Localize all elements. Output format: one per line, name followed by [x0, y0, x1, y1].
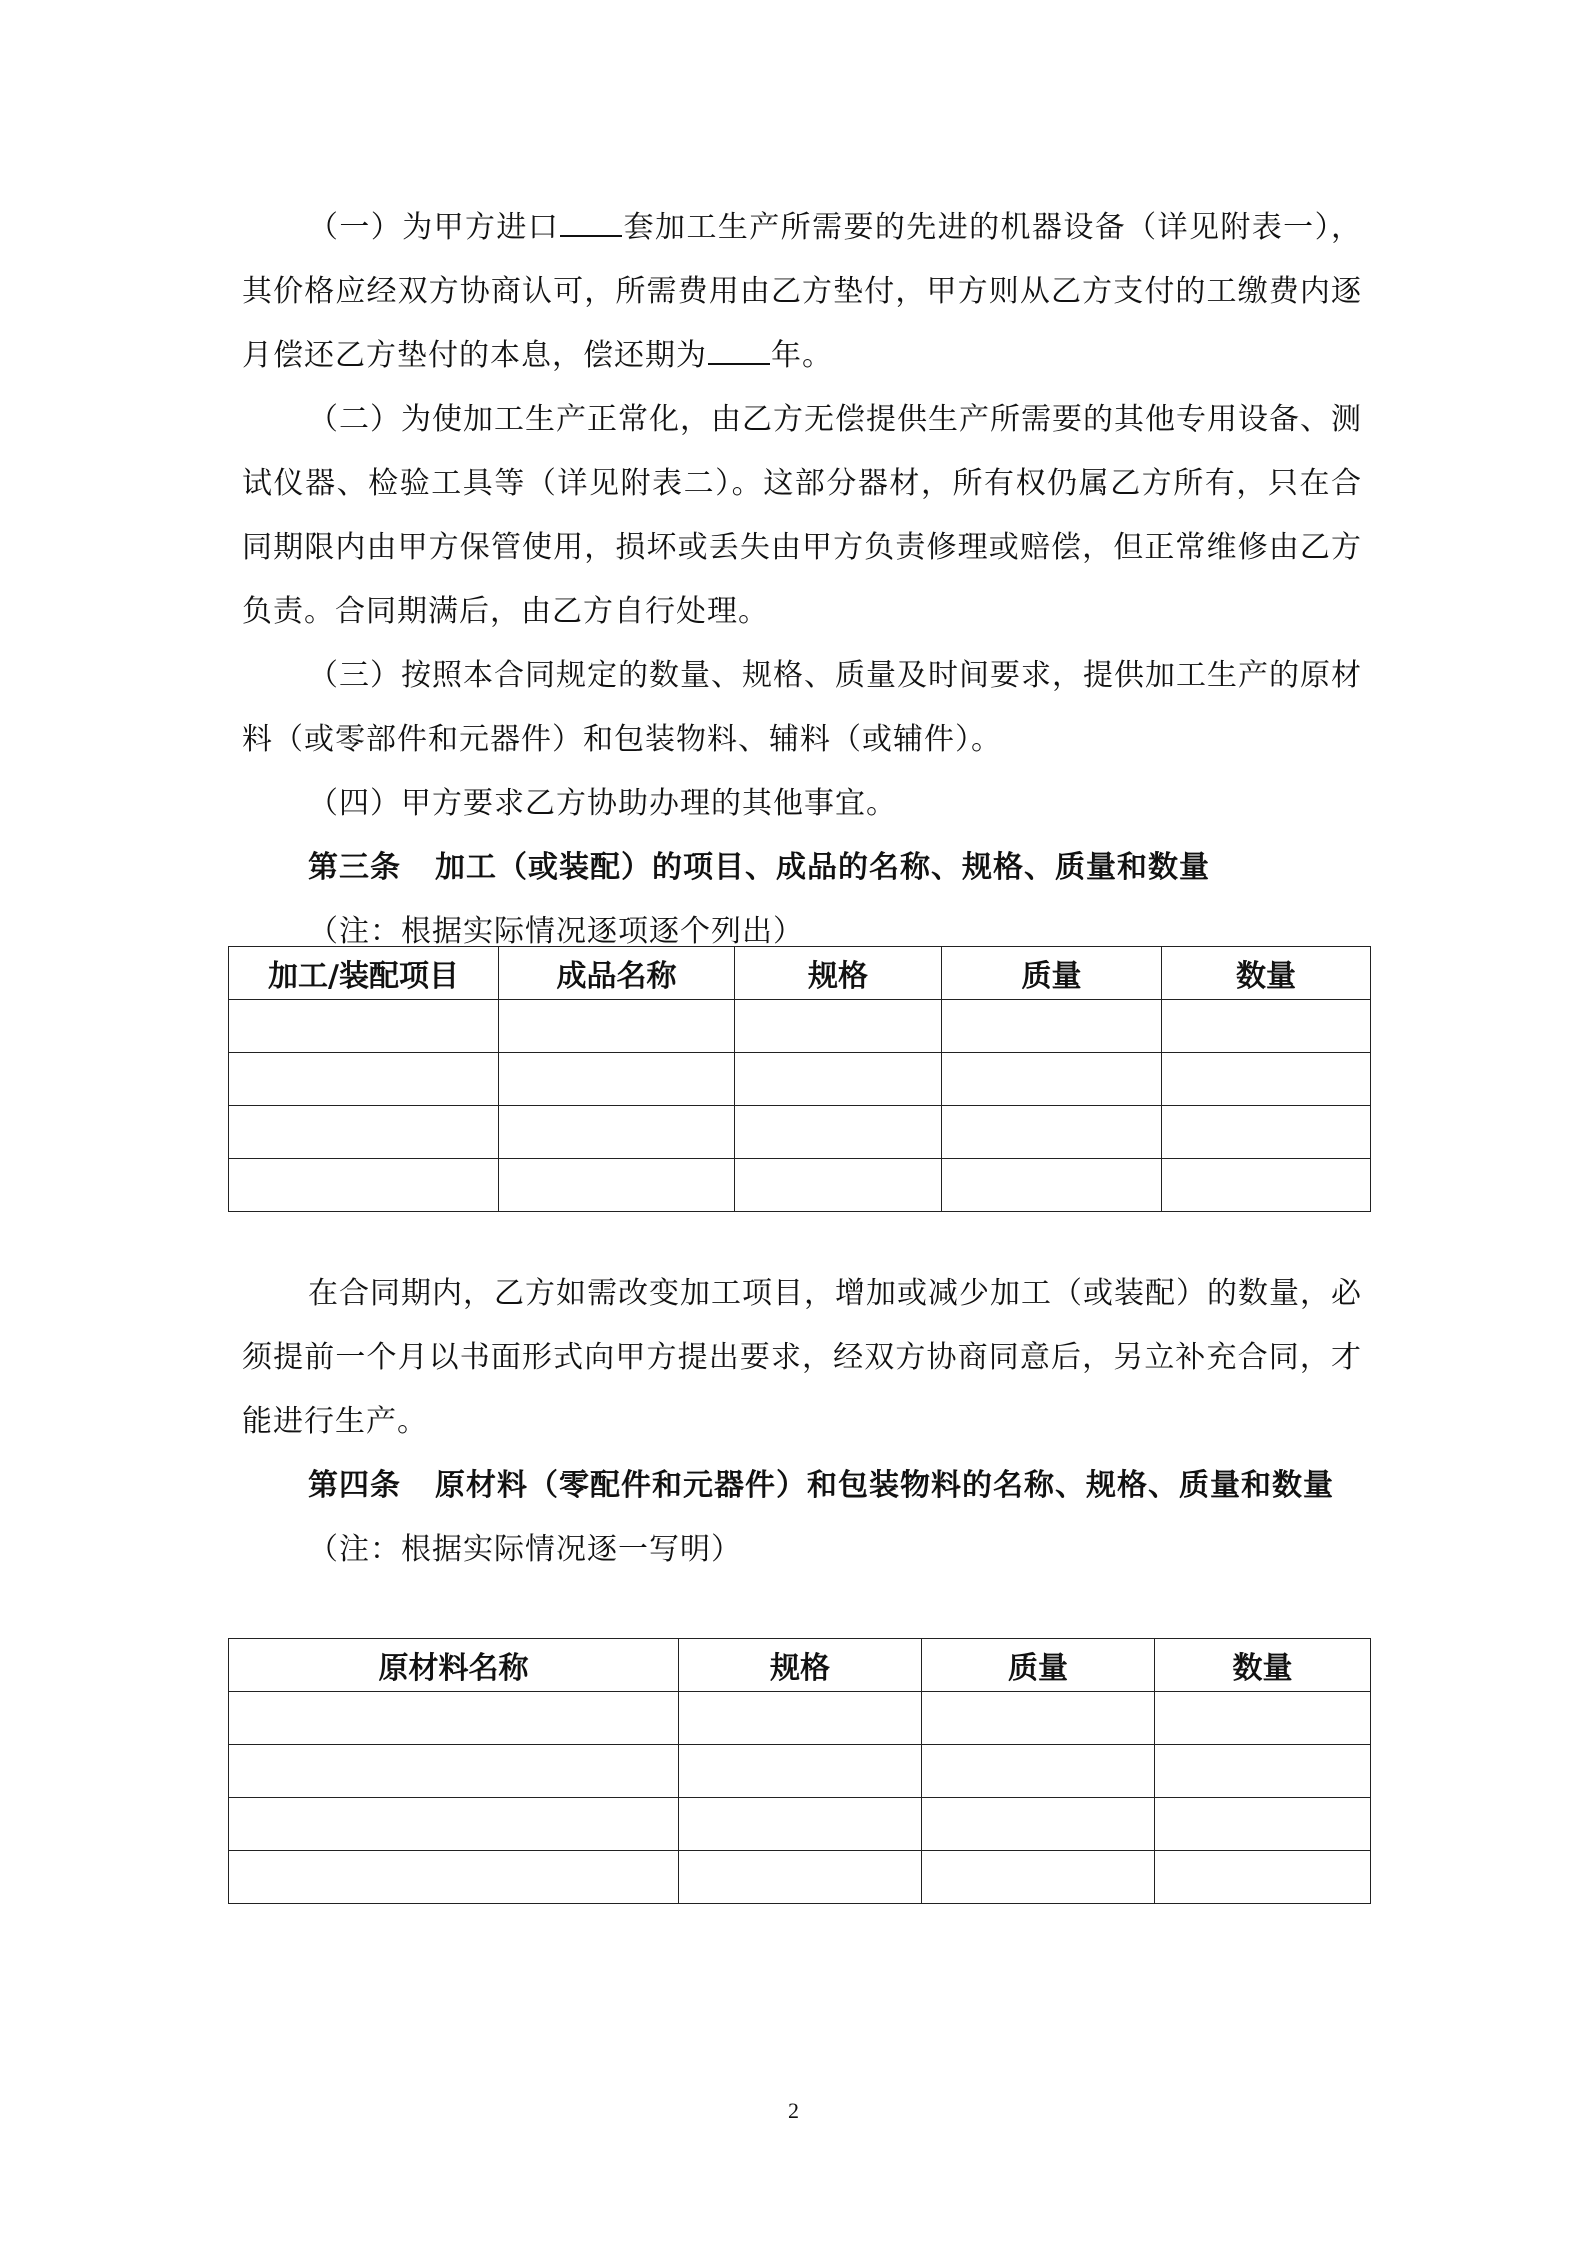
table-cell[interactable] — [679, 1851, 922, 1904]
paragraph-4: （四）甲方要求乙方协助办理的其他事宜。 — [308, 786, 897, 821]
table-row — [229, 1053, 1371, 1106]
table-cell[interactable] — [499, 1106, 735, 1159]
paragraph-1 — [242, 196, 1362, 388]
table-cell[interactable] — [942, 1053, 1162, 1106]
table-row — [229, 1159, 1371, 1212]
table-cell[interactable] — [922, 1798, 1155, 1851]
table-cell[interactable] — [229, 1798, 679, 1851]
table-cell[interactable] — [229, 1106, 499, 1159]
article-3-note: （注：根据实际情况逐项逐个列出） — [308, 914, 804, 949]
table-cell[interactable] — [1162, 1106, 1371, 1159]
table-row — [229, 1851, 1371, 1904]
article-3-heading — [242, 836, 1362, 900]
table-header-row — [229, 1639, 1371, 1692]
header-quality: 质量 — [922, 1639, 1155, 1692]
table-cell[interactable] — [499, 1159, 735, 1212]
table-cell[interactable] — [679, 1692, 922, 1745]
article-4-heading — [242, 1454, 1362, 1518]
table-header-row — [229, 947, 1371, 1000]
table-cell[interactable] — [229, 1745, 679, 1798]
article-4-note: （注：根据实际情况逐一写明） — [308, 1532, 742, 1567]
table-cell[interactable] — [679, 1798, 922, 1851]
table-cell[interactable] — [229, 1692, 679, 1745]
paragraph-3: （三）按照本合同规定的数量、规格、质量及时间要求，提供加工生产的原材料（或零部件和元器件）和包装物料、辅料（或辅件）。 — [242, 658, 1362, 757]
article-4-title: 原材料（零配件和元器件）和包装物料的名称、规格、质量和数量 — [435, 1468, 1334, 1503]
table-cell[interactable] — [942, 1106, 1162, 1159]
article-3-number: 第三条 — [308, 850, 401, 885]
table-cell[interactable] — [942, 1159, 1162, 1212]
paragraph-1-part-a: （一）为甲方进口 — [308, 210, 560, 245]
table-cell[interactable] — [229, 1053, 499, 1106]
table-cell[interactable] — [229, 1000, 499, 1053]
table-cell[interactable] — [735, 1106, 942, 1159]
table-cell[interactable] — [1162, 1053, 1371, 1106]
blank-line-sets — [560, 209, 622, 237]
table-cell[interactable] — [679, 1745, 922, 1798]
table-cell[interactable] — [1155, 1851, 1371, 1904]
table-cell[interactable] — [1155, 1798, 1371, 1851]
table-cell[interactable] — [735, 1159, 942, 1212]
middle-section — [242, 1262, 1362, 1582]
page-number: 2 — [788, 2098, 799, 2123]
header-quantity: 数量 — [1162, 947, 1371, 1000]
header-spec: 规格 — [735, 947, 942, 1000]
table-row — [229, 1798, 1371, 1851]
paragraph-contract-change: 在合同期内，乙方如需改变加工项目，增加或减少加工（或装配）的数量，必须提前一个月以书面形式向甲方提出要求，经双方协商同意后，另立补充合同，才能进行生产。 — [242, 1276, 1362, 1439]
top-paragraphs — [242, 196, 1362, 964]
article-4-number: 第四条 — [308, 1468, 401, 1503]
table-cell[interactable] — [1162, 1000, 1371, 1053]
table-cell[interactable] — [1155, 1745, 1371, 1798]
header-quantity: 数量 — [1155, 1639, 1371, 1692]
table-row — [229, 1000, 1371, 1053]
article-4-table — [228, 1638, 1371, 1904]
header-quality: 质量 — [942, 947, 1162, 1000]
blank-line-years — [708, 337, 770, 365]
table-row — [229, 1745, 1371, 1798]
table-cell[interactable] — [1162, 1159, 1371, 1212]
table-cell[interactable] — [922, 1692, 1155, 1745]
paragraph-1-part-c: 年。 — [771, 338, 833, 373]
table-cell[interactable] — [229, 1851, 679, 1904]
header-spec: 规格 — [679, 1639, 922, 1692]
table-cell[interactable] — [942, 1000, 1162, 1053]
table-cell[interactable] — [229, 1159, 499, 1212]
table-cell[interactable] — [922, 1745, 1155, 1798]
header-material-name: 原材料名称 — [229, 1639, 679, 1692]
header-product-name: 成品名称 — [499, 947, 735, 1000]
paragraph-2: （二）为使加工生产正常化，由乙方无偿提供生产所需要的其他专用设备、测试仪器、检验工具等（详见附表二）。这部分器材，所有权仍属乙方所有，只在合同期限内由甲方保管使用，损坏或丢失由甲方负责修理或赔偿，但正常维修由乙方负责。合同期满后，由乙方自行处理。 — [242, 402, 1362, 629]
article-3-title: 加工（或装配）的项目、成品的名称、规格、质量和数量 — [435, 850, 1210, 885]
table-cell[interactable] — [499, 1000, 735, 1053]
table-cell[interactable] — [735, 1000, 942, 1053]
table-cell[interactable] — [735, 1053, 942, 1106]
paragraph-1-part-b: 套加工生产所需要的先进的机器设备（详见附表一），其价格应经双方协商认可，所需费用由乙方垫付，甲方则从乙方支付的工缴费内逐月偿还乙方垫付的本息，偿还期为 — [242, 210, 1362, 373]
table-cell[interactable] — [499, 1053, 735, 1106]
table-cell[interactable] — [1155, 1692, 1371, 1745]
table-cell[interactable] — [922, 1851, 1155, 1904]
table-row — [229, 1106, 1371, 1159]
article-3-table — [228, 946, 1371, 1212]
table-row — [229, 1692, 1371, 1745]
header-processing-item: 加工/装配项目 — [229, 947, 499, 1000]
